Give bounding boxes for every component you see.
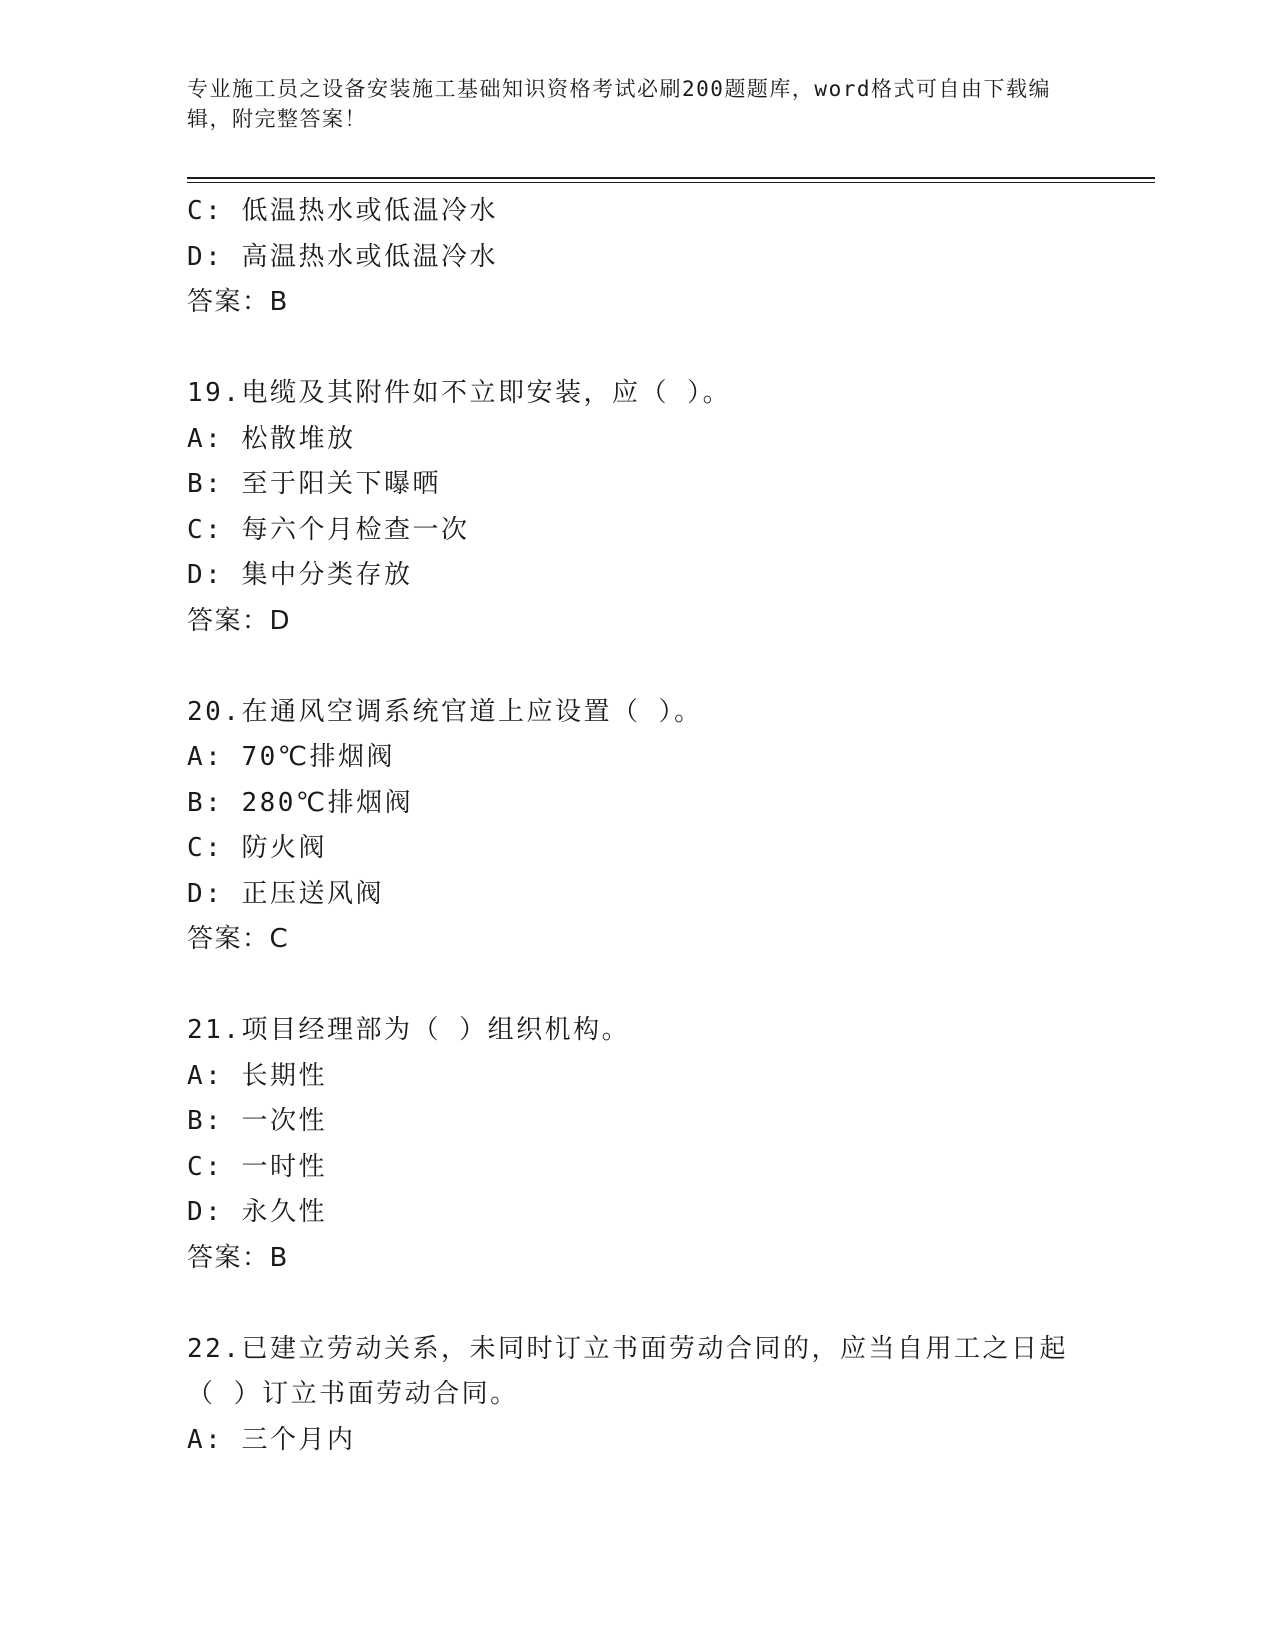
question-list (187, 189, 1087, 1463)
header-divider-thick (187, 177, 1155, 179)
option-a: A: 三个月内 (187, 1424, 356, 1455)
question-block-21 (187, 1008, 1087, 1281)
option-c: C: 防火阀 (187, 833, 327, 863)
answer-line: 答案：D (187, 605, 292, 636)
header-divider-thin (187, 182, 1155, 183)
question-block-19 (187, 371, 1087, 644)
option-a: A: 长期性 (187, 1060, 327, 1091)
option-c: C: 低温热水或低温冷水 (187, 196, 498, 226)
option-a: A: 松散堆放 (187, 423, 356, 454)
option-d: D: 永久性 (187, 1197, 327, 1227)
question-block-22 (187, 1327, 1087, 1464)
answer-line: 答案：C (187, 924, 290, 954)
question-stem: 19.电缆及其附件如不立即安装，应（ ）。 (187, 378, 732, 408)
option-c: C: 每六个月检查一次 (187, 514, 470, 545)
question-stem: 20.在通风空调系统官道上应设置（ ）。 (187, 696, 703, 727)
option-b: B: 一次性 (187, 1106, 327, 1136)
option-b: B: 至于阳关下曝晒 (187, 469, 441, 499)
question-stem: 22.已建立劳动关系，未同时订立书面劳动合同的，应当自用工之日起（ ）订立书面劳动合同。 (187, 1333, 1068, 1409)
answer-line: 答案：B (187, 287, 289, 317)
option-d: D: 正压送风阀 (187, 878, 384, 909)
option-c: C: 一时性 (187, 1151, 327, 1182)
answer-line: 答案：B (187, 1242, 289, 1273)
document-header: 专业施工员之设备安装施工基础知识资格考试必刷200题题库，word格式可自由下载编辑，附完整答案！ (187, 77, 1051, 131)
option-d: D: 集中分类存放 (187, 560, 413, 590)
question-stem: 21.项目经理部为（ ）组织机构。 (187, 1015, 631, 1045)
option-b: B: 280℃排烟阀 (187, 787, 414, 818)
option-d: D: 高温热水或低温冷水 (187, 241, 498, 272)
option-a: A: 70℃排烟阀 (187, 742, 395, 772)
question-block-20 (187, 690, 1087, 963)
question-block-continued (187, 189, 1087, 326)
